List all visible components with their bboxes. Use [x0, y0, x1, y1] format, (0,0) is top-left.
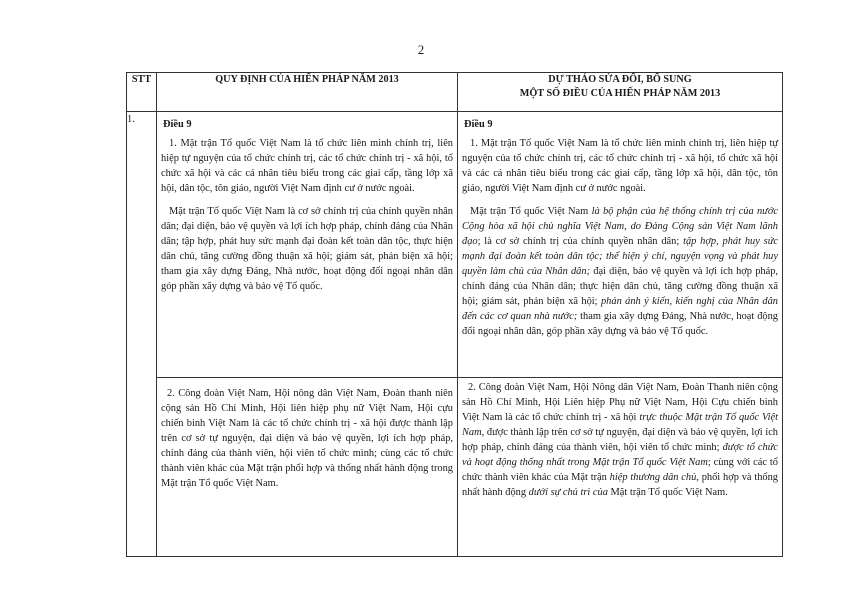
stt-cell: 1. [127, 112, 157, 557]
cell-2013-clause-1 [157, 112, 458, 378]
paragraph-draft-1: 1. Mặt trận Tổ quốc Việt Nam là tổ chức liên minh chính trị, liên hiệp tự nguyện của tổ chức chính trị, các tổ chức chính trị - xã hội, tổ chức xã hội và các cá nhân tiêu biểu trong các giai cấp, tầng lớp xã hội, dân tộc, tôn giáo, người Việt Nam định cư ở nước ngoài. [462, 138, 778, 194]
cell-draft-clause-1 [458, 112, 783, 378]
paragraph-2013-1: 1. Mặt trận Tổ quốc Việt Nam là tổ chức liên minh chính trị, liên hiệp tự nguyện của tổ chức chính trị, các tổ chức chính trị - xã hội, tổ chức xã hội và các cá nhân tiêu biểu trong các giai cấp, tầng lớp xã hội, dân tộc, tôn giáo, người Việt Nam định cư ở nước ngoài. [161, 138, 453, 194]
header-stt: STT [127, 73, 157, 112]
article-heading-2013: Điều 9 [163, 119, 192, 130]
paragraph-2013-3: 2. Công đoàn Việt Nam, Hội nông dân Việt Nam, Đoàn thanh niên cộng sản Hồ Chí Minh, Hội liên hiệp phụ nữ Việt Nam, Hội cựu chiến binh Việt Nam là các tổ chức chính trị - xã hội được thành lập trên cơ sở tự nguyện, đại diện và bảo vệ quyền, lợi ích hợp pháp, chính đáng của thành viên, hội viên tổ chức mình; cùng các tổ chức thành viên khác của Mặt trận phối hợp và thống nhất hành động trong Mặt trận Tổ quốc Việt Nam. [161, 388, 453, 489]
header-row [127, 73, 783, 112]
table-row [127, 378, 783, 557]
paragraph-draft-2: Mặt trận Tổ quốc Việt Nam là bộ phận của hệ thống chính trị của nước Cộng hòa xã hội chủ nghĩa Việt Nam, do Đảng Cộng sản Việt Nam lãnh đạo; là cơ sở chính trị của chính quyền nhân dân; tập hợp, phát huy sức mạnh đại đoàn kết toàn dân tộc; thể hiện ý chí, nguyện vọng và phát huy quyền làm chủ của Nhân dân; đại diện, bảo vệ quyền và lợi ích hợp pháp, chính đáng của Nhân dân; thực hiện dân chủ, tăng cường đồng thuận xã hội; giám sát, phản biện xã hội; phản ánh ý kiến, kiến nghị của Nhân dân đến các cơ quan nhà nước; tham gia xây dựng Đảng, Nhà nước, hoạt động đối ngoại nhân dân, góp phần xây dựng và bảo vệ Tổ quốc. [462, 206, 779, 337]
header-draft-line1: DỰ THẢO SỬA ĐỔI, BỔ SUNG [548, 74, 692, 85]
header-draft [458, 73, 783, 112]
comparison-table [126, 72, 783, 557]
article-heading-draft: Điều 9 [464, 119, 493, 130]
paragraph-draft-3: 2. Công đoàn Việt Nam, Hội Nông dân Việt Nam, Đoàn Thanh niên cộng sản Hồ Chí Minh, Hội Liên hiệp Phụ nữ Việt Nam, Hội Cựu chiến binh Việt Nam là các tổ chức chính trị - xã hội trực thuộc Mặt trận Tổ quốc Việt Nam, được thành lập trên cơ sở tự nguyện, đại diện và bảo vệ quyền, lợi ích hợp pháp, chính đáng của thành viên, hội viên tổ chức mình; được tổ chức và hoạt động thống nhất trong Mặt trận Tổ quốc Việt Nam; cùng với các tổ chức thành viên khác của Mặt trận hiệp thương dân chủ, phối hợp và thống nhất hành động dưới sự chủ trì của Mặt trận Tổ quốc Việt Nam. [462, 382, 778, 498]
cell-draft-clause-2 [458, 378, 783, 557]
header-draft-line2: MỘT SỐ ĐIỀU CỦA HIẾN PHÁP NĂM 2013 [519, 88, 721, 99]
table-row [127, 112, 783, 378]
paragraph-2013-2: Mặt trận Tổ quốc Việt Nam là cơ sở chính trị của chính quyền nhân dân; đại diện, bảo vệ quyền và lợi ích hợp pháp, chính đáng của Nhân dân; tập hợp, phát huy sức mạnh đại đoàn kết toàn dân tộc, thực hiện dân chủ, tăng cường đồng thuận xã hội; giám sát, phản biện xã hội; tham gia xây dựng Đảng, Nhà nước, hoạt động đối ngoại nhân dân góp phần xây dựng và bảo vệ Tổ quốc. [161, 206, 453, 292]
header-constitution-2013: QUY ĐỊNH CỦA HIẾN PHÁP NĂM 2013 [157, 73, 458, 112]
page-number: 2 [417, 42, 425, 57]
cell-2013-clause-2 [157, 378, 458, 557]
